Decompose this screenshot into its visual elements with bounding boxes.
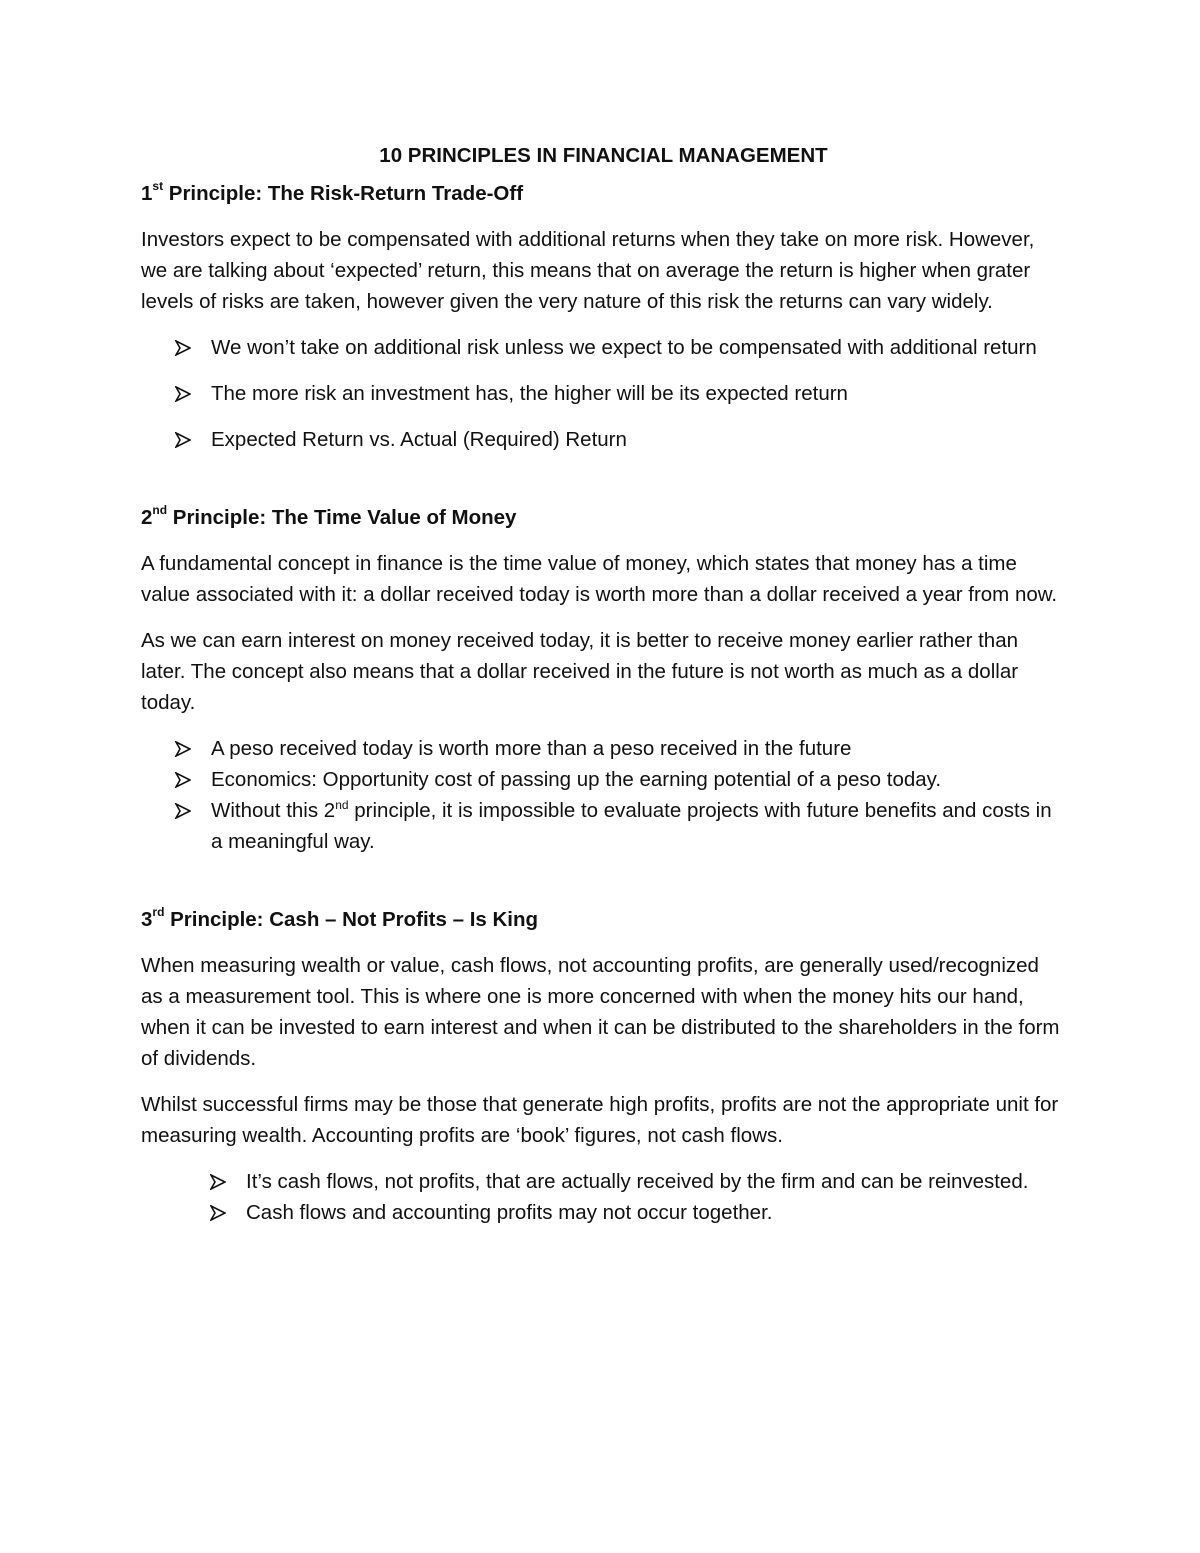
principle-1-number: 1	[141, 182, 153, 205]
bullet-text: We won’t take on additional risk unless we expect to be compensated with additional return	[211, 336, 1037, 359]
principle-3-paragraph-1: When measuring wealth or value, cash flows, not accounting profits, are generally used/recognized as a measurement tool. This is where one is more concerned with when the money hits our hand, when it can be invested to earn interest and when it can be distributed to the shareholders in the form of dividends.	[141, 954, 1060, 1070]
bullet-text-part: principle, it is impossible to evaluate projects with future benefits and costs in a meaningful way.	[211, 799, 1052, 853]
arrowhead-bullet-icon	[210, 1197, 230, 1228]
principle-3-heading	[141, 904, 1066, 935]
principle-3-paragraph-2: Whilst successful firms may be those that generate high profits, profits are not the appropriate unit for measuring wealth. Accounting profits are ‘book’ figures, not cash flows.	[141, 1093, 1059, 1147]
principle-2-bullet-list	[141, 733, 1066, 857]
principle-2-number: 2	[141, 506, 153, 529]
principle-2-section	[141, 502, 1066, 857]
principle-3-bullet-list	[141, 1166, 1066, 1228]
bullet-text: Expected Return vs. Actual (Required) Return	[211, 428, 627, 451]
list-item	[141, 764, 1066, 795]
principle-1-title: Principle: The Risk-Return Trade-Off	[163, 182, 524, 205]
principle-1-bullet-list	[141, 332, 1066, 455]
principle-1-heading	[141, 178, 1066, 209]
principle-2-title: Principle: The Time Value of Money	[167, 506, 517, 529]
principle-2-paragraph-2: As we can earn interest on money received today, it is better to receive money earlier rather than later. The concept also means that a dollar received in the future is not worth as much as a dollar today.	[141, 629, 1019, 714]
section-spacer	[141, 470, 1066, 502]
document-page	[141, 140, 1066, 1228]
section-spacer	[141, 857, 1066, 904]
principle-3-ordinal: rd	[152, 905, 165, 920]
principle-1-section	[141, 178, 1066, 455]
arrowhead-bullet-icon	[175, 332, 195, 363]
list-item	[141, 733, 1066, 764]
bullet-text: A peso received today is worth more than a peso received in the future	[211, 737, 852, 760]
list-item	[141, 332, 1066, 363]
principle-2-heading	[141, 502, 1066, 533]
principle-3-title: Principle: Cash – Not Profits – Is King	[164, 908, 539, 931]
principle-1-ordinal: st	[152, 179, 164, 194]
principle-1-paragraph-1: Investors expect to be compensated with additional returns when they take on more risk. However, we are talking about ‘expected’ return, this means that on average the return is higher when grater levels of risks are taken, however given the very nature of this risk the returns can vary widely.	[141, 228, 1035, 313]
document-title: 10 PRINCIPLES IN FINANCIAL MANAGEMENT	[379, 144, 828, 167]
arrowhead-bullet-icon	[175, 378, 195, 409]
list-item	[141, 424, 1066, 455]
arrowhead-bullet-icon	[175, 424, 195, 455]
list-item	[141, 1197, 1066, 1228]
bullet-text: It’s cash flows, not profits, that are actually received by the firm and can be reinvested.	[246, 1170, 1029, 1193]
principle-3-number: 3	[141, 908, 153, 931]
arrowhead-bullet-icon	[175, 795, 195, 826]
bullet-ordinal: nd	[335, 798, 349, 813]
arrowhead-bullet-icon	[210, 1166, 230, 1197]
principle-2-ordinal: nd	[152, 503, 168, 518]
list-item	[141, 378, 1066, 409]
principle-2-paragraph-1: A fundamental concept in finance is the time value of money, which states that money has a time value associated with it: a dollar received today is worth more than a dollar received a year from now.	[141, 552, 1058, 606]
bullet-text	[211, 799, 1052, 853]
principle-3-section	[141, 904, 1066, 1228]
arrowhead-bullet-icon	[175, 733, 195, 764]
bullet-text-part: Without this 2	[211, 799, 336, 822]
bullet-text: Economics: Opportunity cost of passing up the earning potential of a peso today.	[211, 768, 942, 791]
bullet-text: Cash flows and accounting profits may not occur together.	[246, 1201, 773, 1224]
bullet-text: The more risk an investment has, the higher will be its expected return	[211, 382, 848, 405]
arrowhead-bullet-icon	[175, 764, 195, 795]
list-item	[141, 1166, 1066, 1197]
list-item	[141, 795, 1066, 857]
